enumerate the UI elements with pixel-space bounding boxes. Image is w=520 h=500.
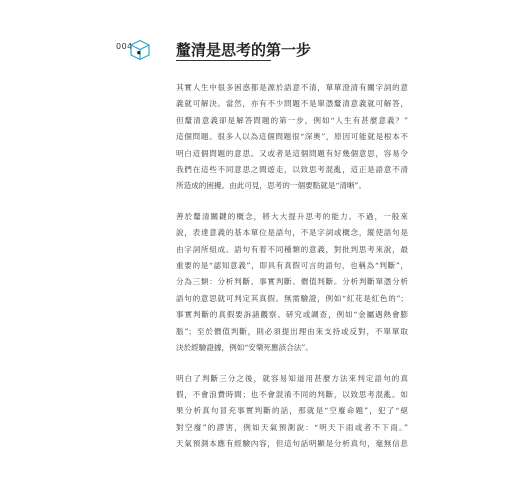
text-line: 假，不會浪費時間；也不會混淆不同的判斷，以致思考混亂。如: [176, 389, 408, 399]
text-line: 義就可解決。當然，亦有不少問題不是單憑釐清意義就可解答，: [176, 99, 408, 109]
chapter-title: 釐清是思考的第一步: [176, 41, 312, 59]
text-line: 說，表達意義的基本單位是語句，不是字詞或概念，縱使語句是: [176, 228, 408, 238]
page-number: 004: [116, 42, 133, 51]
text-line: 但釐清意義卻是解答問題的第一步，例如“人生有甚麼意義？”: [176, 115, 408, 125]
text-line: 脹”；至於價值判斷，則必須提出理由來支持或反對，不單單取: [176, 326, 408, 336]
text-line: 其實人生中很多困惑都是源於語意不清，單單澄清有關字詞的意: [176, 83, 408, 92]
text-line: 果分析真句冒充事實判斷的話，那就是“空廢命題”，犯了“絕: [176, 406, 408, 416]
text-line: 由字詞所組成。語句有着不同種類的意義，對批判思考來說，最: [176, 244, 408, 254]
cube-icon: [128, 38, 152, 62]
text-line: 分為三類：分析判斷、事實判斷、價值判斷。分析判斷單憑分析: [176, 277, 408, 287]
text-line: 對空廢”的謬害，例如天氣預測說：“明天下雨或者不下雨。”: [176, 422, 408, 432]
text-line: 我們在這些不同意思之間遊走，以致思考混亂，這正是語意不清: [176, 165, 408, 175]
text-line: 語句的意思就可判定其真假。無需驗證，例如“紅花是紅色的”；: [176, 293, 408, 303]
title-underline: [176, 60, 271, 61]
text-line: 事實判斷的真假要訴諸觀察、研究或調查，例如“金屬遇熱會膨: [176, 310, 408, 320]
text-line: 這個問題。很多人以為這個問題很“深奧”，原因可能就是根本不: [176, 132, 408, 142]
paragraph: [176, 209, 408, 357]
text-line: 明白了判斷三分之後，就容易知道用甚麼方法來判定語句的真: [176, 373, 408, 383]
body-text: [176, 80, 408, 467]
text-line: 天氣預測本應有經驗內容，但這句話明顯是分析真句，毫無信息: [176, 439, 408, 449]
paragraph: [176, 80, 408, 195]
text-line: 明白這個問題的意思。又或者是這個問題有好幾個意思，容易令: [176, 148, 408, 158]
text-line: 所造成的困擾。由此可見，思考的一個要點就是“清晰”。: [176, 181, 367, 191]
text-line: 善於釐清關鍵的概念，將大大提升思考的能力。不過，一般來: [176, 211, 408, 221]
paragraph: [176, 371, 408, 453]
text-line: 重要的是“認知意義”，即具有真假可言的語句，也稱為“判斷”，: [176, 261, 408, 271]
text-line: 決於經驗證據，例如“安樂死應該合法”。: [176, 343, 313, 353]
